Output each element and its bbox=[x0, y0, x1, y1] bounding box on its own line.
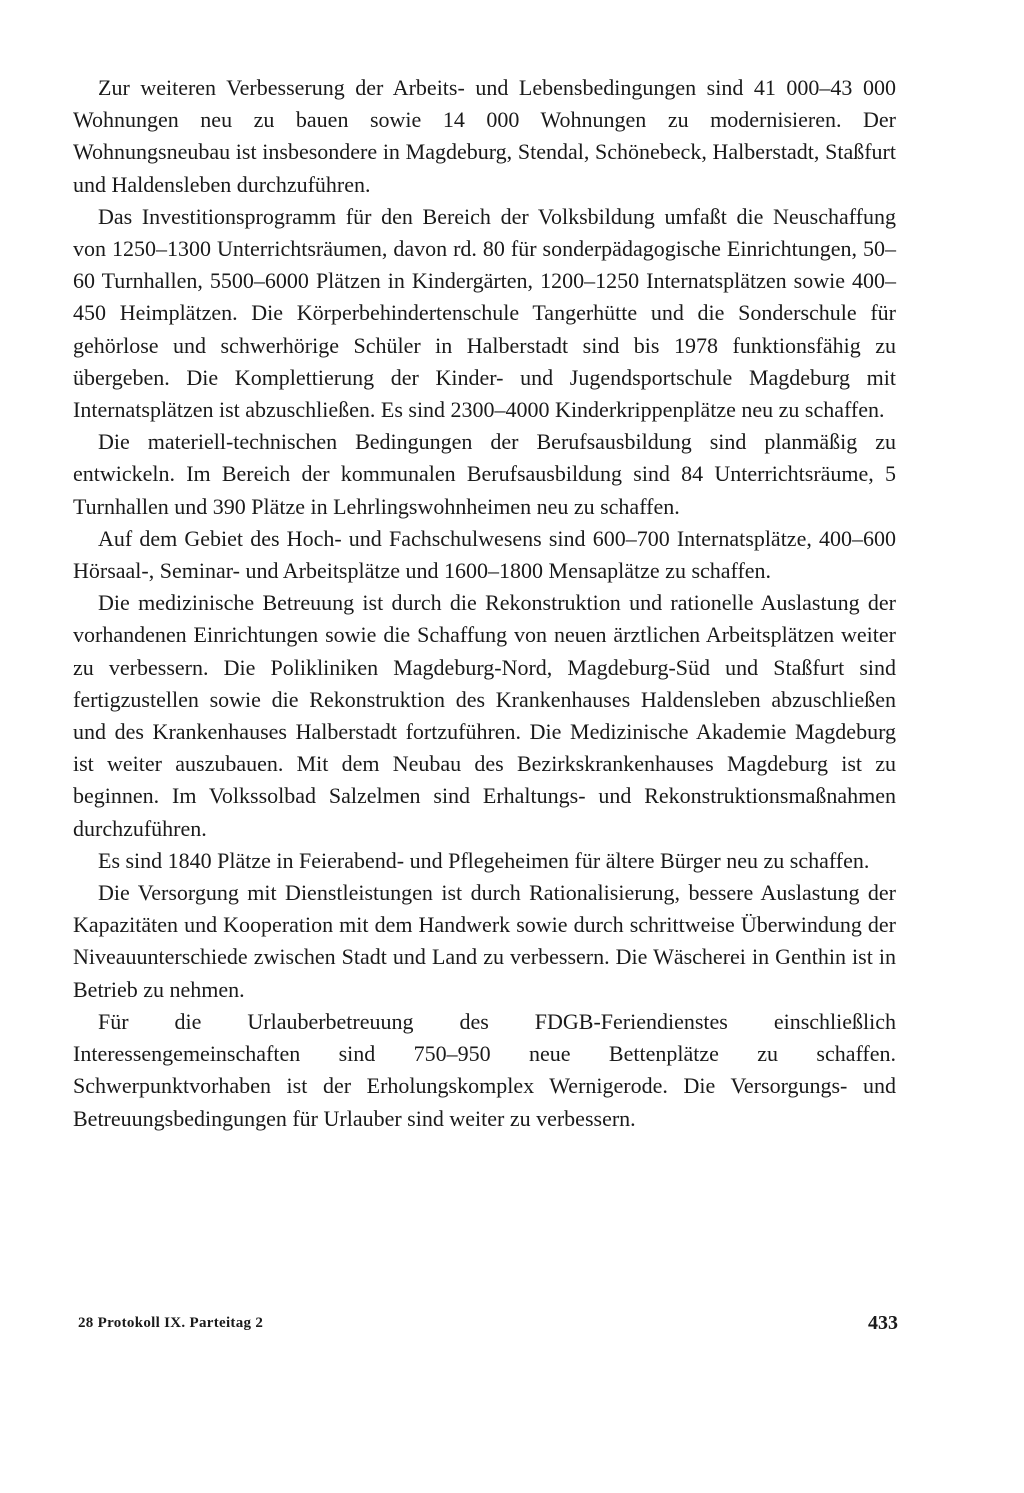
paragraph-housing: Zur weiteren Verbesserung der Arbeits- und Lebensbedingungen sind 41 000–43 000 Wohnungen neu zu bauen sowie 14 000 Wohnungen zu modernisieren. Der Wohnungsneubau ist insbesondere in Magdeburg, Stendal, Schönebeck, Halberstadt, Staßfurt und Haldensleben durchzuführen. bbox=[73, 75, 896, 197]
paragraph-holiday-service: Für die Urlauberbetreuung des FDGB-Feriendienstes einschließlich Interessengemeinschaften sind 750–950 neue Bettenplätze zu schaffen. Schwerpunktvorhaben ist der Erholungskomplex Wernigerode. Die Versorgungs- und Betreuungsbedingungen für Urlauber sind weiter zu verbessern. bbox=[73, 1008, 896, 1131]
paragraph-medical-care: Die medizinische Betreuung ist durch die Rekonstruktion und rationelle Auslastung der vorhandenen Einrichtungen sowie die Schaffung von neuen ärztlichen Arbeitsplätzen weiter zu verbessern. Die Polikliniken Magdeburg-Nord, Magdeburg-Süd und Staßfurt sind fertigzustellen sowie die Rekonstruktion des Krankenhauses Haldensleben abzuschließen und des Krankenhauses Halberstadt fortzuführen. Die Medizinische Akademie Magdeburg ist weiter auszubauen. Mit dem Neubau des Bezirkskrankenhauses Magdeburg ist zu beginnen. Im Volkssolbad Salzelmen sind Erhaltungs- und Rekonstruktionsmaßnahmen durchzuführen. bbox=[73, 590, 896, 841]
page-body bbox=[73, 72, 896, 1135]
paragraph-vocational-training: Die materiell-technischen Bedingungen der Berufsausbildung sind planmäßig zu entwickeln. Im Bereich der kommunalen Berufsausbildung sind 84 Unterrichtsräume, 5 Turnhallen und 390 Plätze in Lehrlingswohnheimen neu zu schaffen. bbox=[73, 429, 896, 519]
page-footer bbox=[78, 1312, 898, 1343]
paragraph-education: Das Investitionsprogramm für den Bereich der Volksbildung umfaßt die Neuschaffung von 1250–1300 Unterrichtsräumen, davon rd. 80 für sonderpädagogische Einrichtungen, 50–60 Turnhallen, 5500–6000 Plätzen in Kindergärten, 1200–1250 Internatsplätzen sowie 400–450 Heimplätzen. Die Körperbehindertenschule Tangerhütte und die Sonderschule für gehörlose und schwerhörige Schüler in Halberstadt sind bis 1978 funktionsfähig zu übergeben. Die Komplettierung der Kinder- und Jugendsportschule Magdeburg mit Internatsplätzen ist abzuschließen. Es sind 2300–4000 Kinderkrippenplätze neu zu schaffen. bbox=[73, 203, 896, 423]
paragraph-higher-education: Auf dem Gebiet des Hoch- und Fachschulwesens sind 600–700 Internatsplätze, 400–600 Hörsaal-, Seminar- und Arbeitsplätze und 1600–1800 Mensaplätze zu schaffen. bbox=[73, 525, 896, 584]
page-number: 433 bbox=[868, 1312, 898, 1334]
footer-signature: 28 Protokoll IX. Parteitag 2 bbox=[78, 1315, 264, 1331]
paragraph-services: Die Versorgung mit Dienstleistungen ist durch Rationalisierung, bessere Auslastung der Kapazitäten und Kooperation mit dem Handwerk sowie durch schrittweise Überwindung der Niveauunterschiede zwischen Stadt und Land zu verbessern. Die Wäscherei in Genthin ist in Betrieb zu nehmen. bbox=[73, 880, 896, 1002]
paragraph-care-homes: Es sind 1840 Plätze in Feierabend- und Pflegeheimen für ältere Bürger neu zu schaffen. bbox=[98, 847, 870, 873]
